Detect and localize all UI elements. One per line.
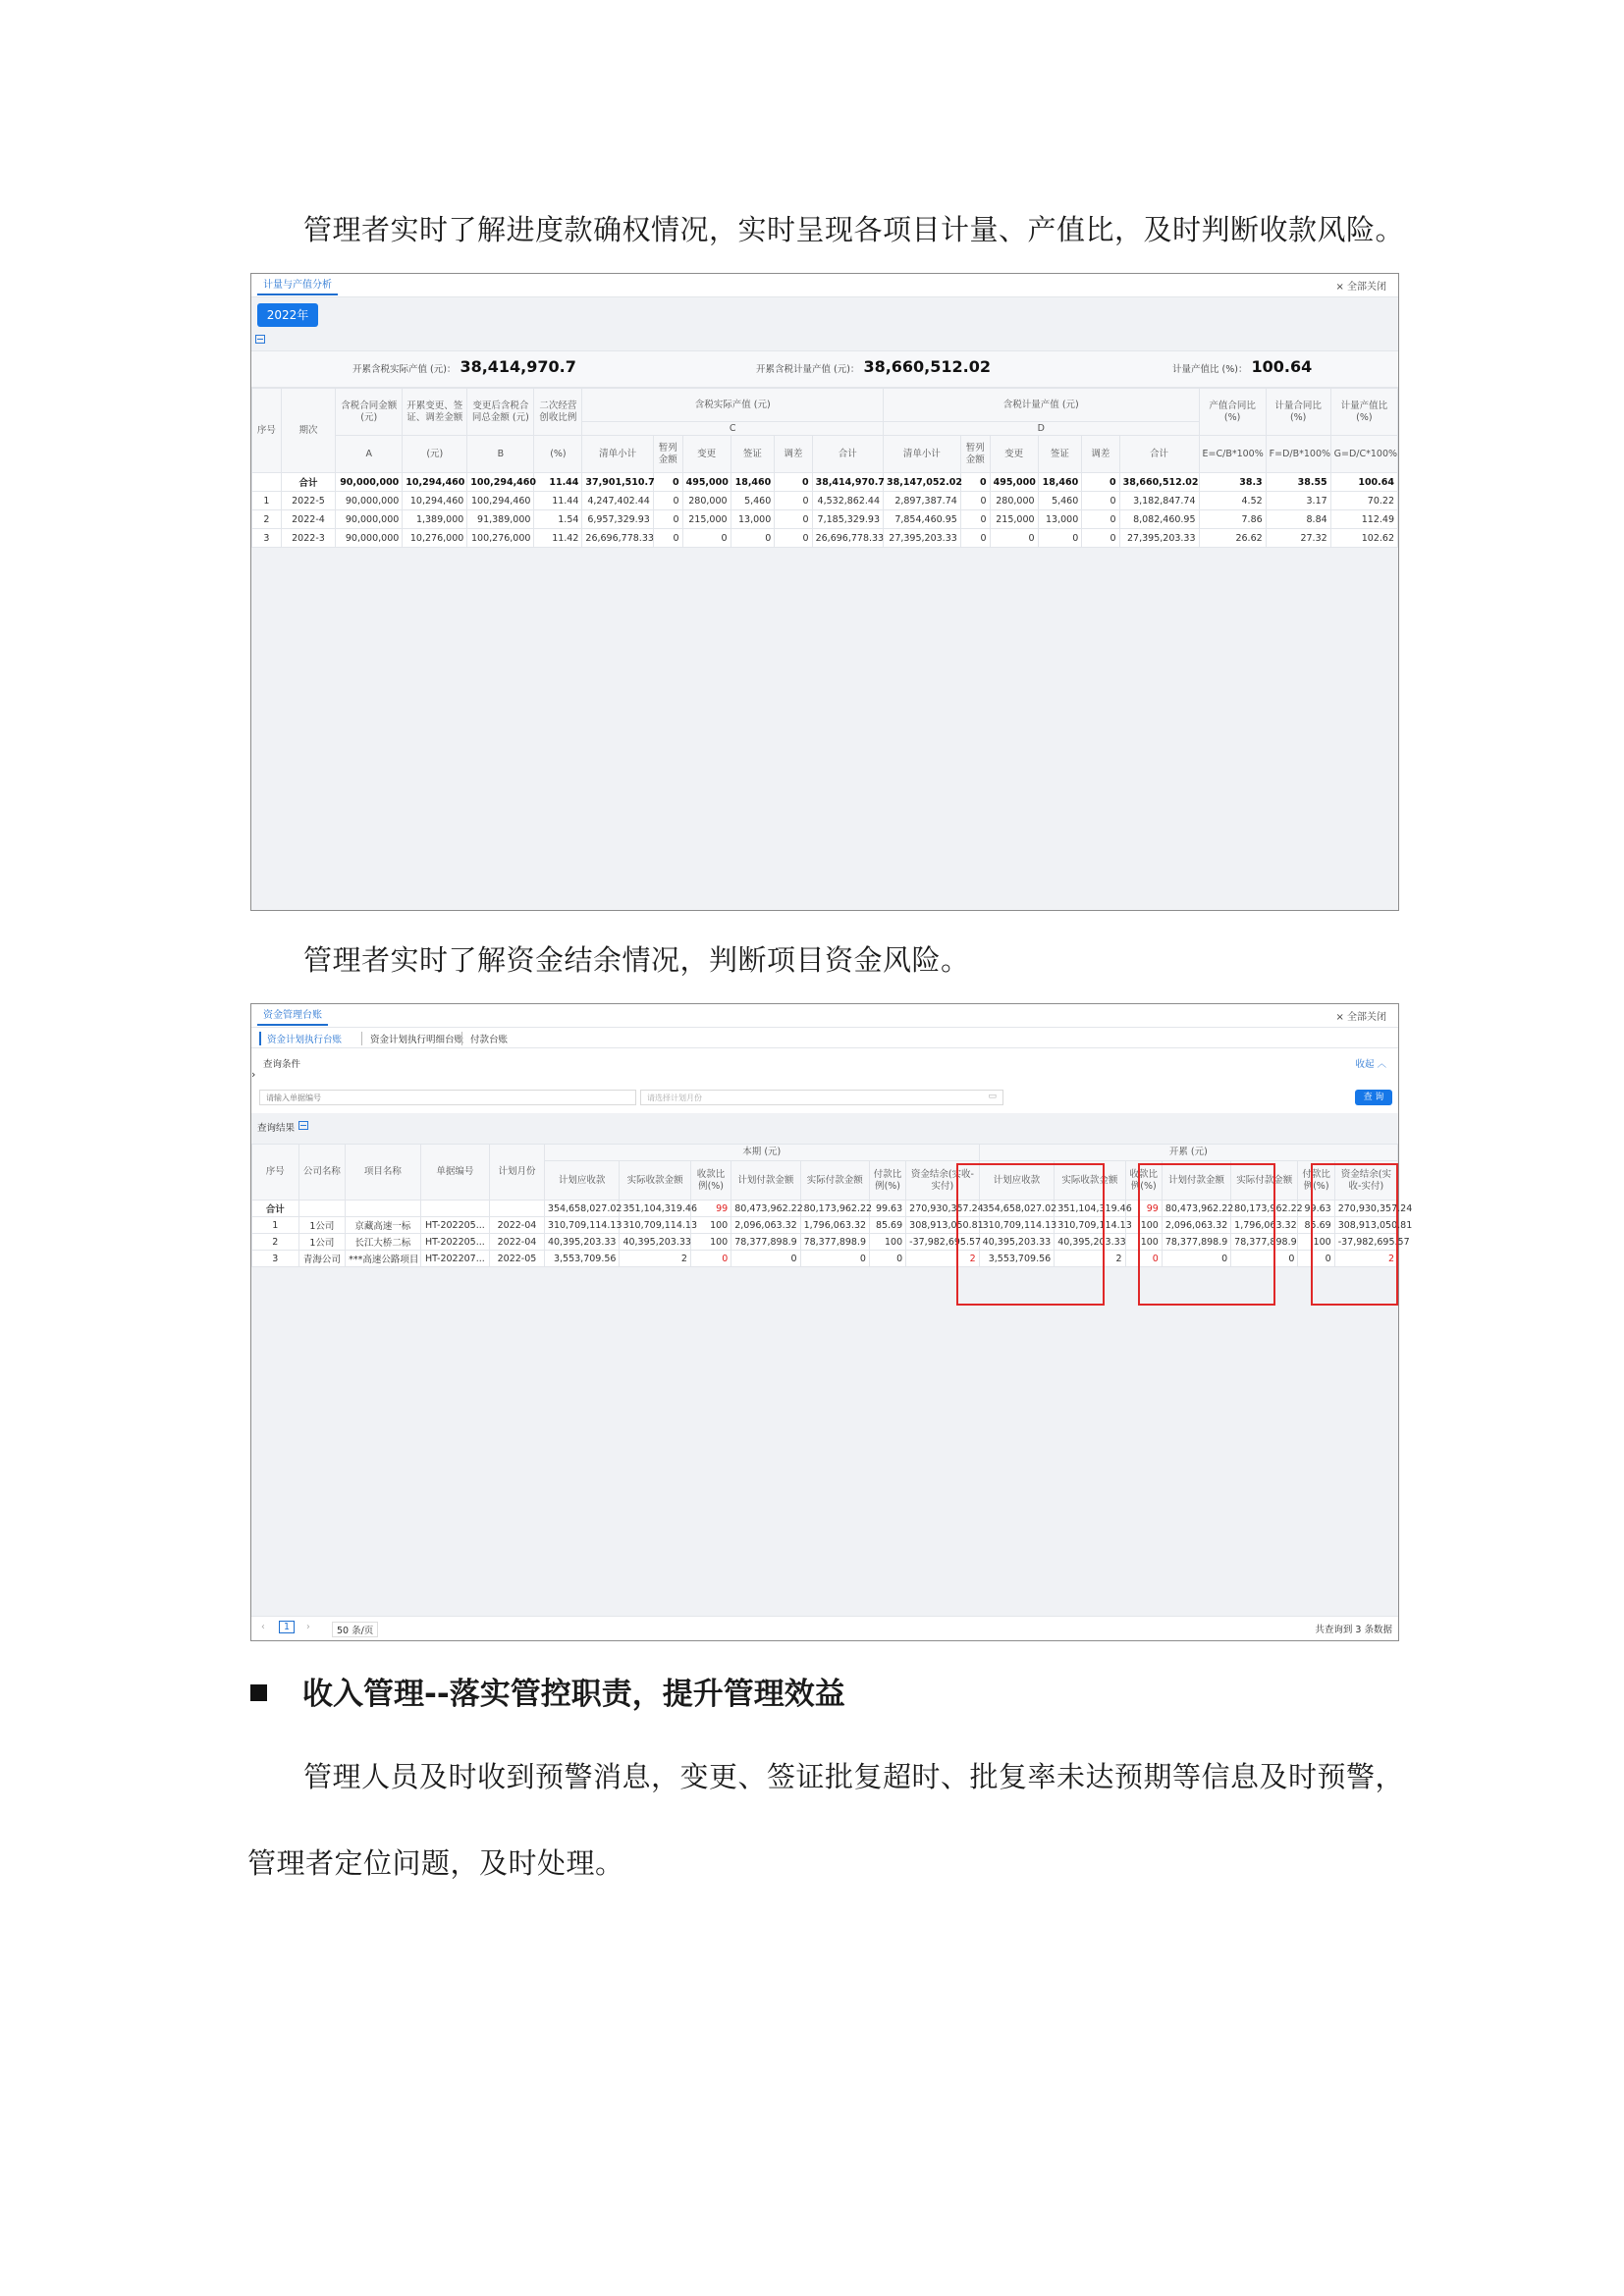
table-cell: 78,377,898.9 bbox=[1162, 1234, 1230, 1251]
table-cell: 310,709,114.13 bbox=[1055, 1217, 1125, 1234]
paragraph-3a: 管理人员及时收到预警消息，变更、签证批复超时、批复率未达预期等信息及时预警， bbox=[303, 1760, 1405, 1793]
table-cell: 0 bbox=[731, 1251, 800, 1267]
table-cell: 0 bbox=[1162, 1251, 1230, 1267]
table-cell: 310,709,114.13 bbox=[544, 1217, 620, 1234]
table-cell: 1.54 bbox=[534, 510, 582, 529]
table-cell: 99 bbox=[690, 1201, 731, 1217]
close-all-button[interactable]: × 全部关闭 bbox=[1335, 282, 1386, 293]
th-c-temp: 暂列金额 bbox=[653, 436, 682, 473]
table-cell: 310,709,114.13 bbox=[979, 1217, 1055, 1234]
th-c-total: 合计 bbox=[812, 436, 883, 473]
table-cell: 合计 bbox=[281, 473, 335, 492]
table-cell: 京藏高速一标 bbox=[346, 1217, 421, 1234]
th-total-contract: 变更后含税合同总金额 (元) bbox=[467, 389, 534, 436]
table-cell: 11.44 bbox=[534, 492, 582, 510]
th-e: 产值合同比 (%) bbox=[1199, 389, 1266, 436]
table-cell: 10,276,000 bbox=[403, 529, 467, 548]
table-cell: 2 bbox=[252, 510, 282, 529]
th2-cum-receive-ratio: 收款比例(%) bbox=[1125, 1161, 1162, 1201]
th2-cumulative: 开累 (元) bbox=[979, 1145, 1397, 1161]
table-cell: 80,173,962.22 bbox=[800, 1201, 869, 1217]
th-d-change: 变更 bbox=[990, 436, 1038, 473]
table-cell: 215,000 bbox=[990, 510, 1038, 529]
th-a-sub: A bbox=[336, 436, 403, 473]
table-row bbox=[252, 1217, 1398, 1234]
query-panel bbox=[251, 1048, 1398, 1113]
subtab-bar bbox=[251, 1028, 1398, 1048]
table-cell: 1 bbox=[252, 492, 282, 510]
table-cell: 100 bbox=[1125, 1234, 1162, 1251]
table-cell bbox=[346, 1201, 421, 1217]
th-measured-output: 含税计量产值 (元) bbox=[884, 389, 1200, 422]
table-cell: 2 bbox=[252, 1234, 299, 1251]
table-cell: 78,377,898.9 bbox=[800, 1234, 869, 1251]
table-cell: 2 bbox=[620, 1251, 690, 1267]
table-cell: 8.84 bbox=[1266, 510, 1330, 529]
table-cell: 0 bbox=[990, 529, 1038, 548]
table-cell: 38,660,512.02 bbox=[1119, 473, 1199, 492]
table-cell: 13,000 bbox=[731, 510, 775, 529]
th2-doc-no: 单据编号 bbox=[420, 1145, 489, 1201]
table-cell bbox=[490, 1201, 545, 1217]
th-c-letter: C bbox=[582, 422, 884, 436]
th2-cum-plan-pay: 计划付款金额 bbox=[1162, 1161, 1230, 1201]
table-cell: 90,000,000 bbox=[336, 529, 403, 548]
th2-company: 公司名称 bbox=[298, 1145, 346, 1201]
table-cell: 0 bbox=[1231, 1251, 1298, 1267]
th2-seq: 序号 bbox=[252, 1145, 299, 1201]
table-cell: 7,185,329.93 bbox=[812, 510, 883, 529]
table-cell: 3 bbox=[252, 1251, 299, 1267]
paragraph-1: 管理者实时了解进度款确权情况，实时呈现各项目计量、产值比，及时判断收款风险。 bbox=[303, 213, 1405, 246]
table-cell: 270,930,357.24 bbox=[906, 1201, 979, 1217]
table-cell: 0 bbox=[775, 510, 812, 529]
summary-measured-output: 开累含税计量产值 (元)： 38,660,512.02 bbox=[756, 357, 991, 376]
table-cell bbox=[298, 1201, 346, 1217]
table-cell: 0 bbox=[960, 473, 990, 492]
table-cell: 0 bbox=[775, 529, 812, 548]
table-cell: 270,930,357.24 bbox=[1334, 1201, 1397, 1217]
screenshot-measure-analysis bbox=[250, 273, 1399, 911]
table-cell: 38,414,970.7 bbox=[812, 473, 883, 492]
fund-table-body bbox=[252, 1201, 1413, 1267]
table-cell bbox=[252, 473, 282, 492]
table-row bbox=[252, 510, 1398, 529]
table-cell: 13,000 bbox=[1038, 510, 1082, 529]
subtab-payment[interactable]: 付款台账 bbox=[461, 1032, 508, 1045]
table-cell: 4,532,862.44 bbox=[812, 492, 883, 510]
table-cell: 2 bbox=[1055, 1251, 1125, 1267]
th2-cum-plan-receive: 计划应收款 bbox=[979, 1161, 1055, 1201]
bullet-square-icon bbox=[250, 1684, 267, 1701]
table-row bbox=[252, 529, 1398, 548]
table-cell: 0 bbox=[960, 510, 990, 529]
table-cell: 99.63 bbox=[869, 1201, 905, 1217]
table-cell: HT-202207... bbox=[420, 1251, 489, 1267]
table-cell: 27,395,203.33 bbox=[884, 529, 961, 548]
measure-table-body bbox=[252, 473, 1398, 548]
table-icon[interactable] bbox=[255, 335, 265, 344]
table-cell: 2022-04 bbox=[490, 1234, 545, 1251]
table-cell: 90,000,000 bbox=[336, 510, 403, 529]
table-cell: 合计 bbox=[252, 1201, 299, 1217]
table-cell: 38,147,052.02 bbox=[884, 473, 961, 492]
query-title: 查询条件 bbox=[263, 1059, 301, 1070]
year-button[interactable]: 2022年 bbox=[257, 303, 318, 327]
summary-actual-output: 开累含税实际产值 (元)： 38,414,970.7 bbox=[352, 357, 576, 376]
th-c-adjust: 调差 bbox=[775, 436, 812, 473]
th-d-list: 清单小计 bbox=[884, 436, 961, 473]
table-cell: 2022-5 bbox=[281, 492, 335, 510]
table-icon-2[interactable] bbox=[298, 1121, 308, 1130]
table-cell: 0 bbox=[1082, 510, 1119, 529]
table-cell: 2022-4 bbox=[281, 510, 335, 529]
table-cell: 27.32 bbox=[1266, 529, 1330, 548]
table-row-total bbox=[252, 1201, 1398, 1217]
collapse-button[interactable]: 收起 ︿ bbox=[1355, 1059, 1386, 1070]
pager-prev[interactable]: ‹ bbox=[261, 1622, 265, 1632]
table-cell: 90,000,000 bbox=[336, 492, 403, 510]
table-row-total bbox=[252, 473, 1398, 492]
th-second-ratio: 二次经营创收比例 bbox=[534, 389, 582, 436]
table-row bbox=[252, 492, 1398, 510]
subtab-plan-detail[interactable]: 资金计划执行明细台账 bbox=[361, 1032, 463, 1045]
table-cell: 495,000 bbox=[682, 473, 731, 492]
table-cell: 0 bbox=[775, 473, 812, 492]
table-cell: 3 bbox=[252, 529, 282, 548]
th2-cum-pay-ratio: 付款比例(%) bbox=[1298, 1161, 1334, 1201]
tab-measure-analysis[interactable]: 计量与产值分析 bbox=[257, 277, 338, 295]
table-cell: 26,696,778.33 bbox=[582, 529, 653, 548]
plan-month-placeholder: 请选择计划月份 bbox=[647, 1094, 702, 1102]
summary-ratio: 计量产值比 (%)： 100.64 bbox=[1172, 357, 1313, 376]
table-cell: 10,294,460 bbox=[403, 492, 467, 510]
table-cell: 2 bbox=[1334, 1251, 1397, 1267]
table-cell: 5,460 bbox=[1038, 492, 1082, 510]
th-b1-sub: (元) bbox=[403, 436, 467, 473]
table-cell: 2022-04 bbox=[490, 1217, 545, 1234]
table-cell: 100 bbox=[690, 1234, 731, 1251]
table-cell: 100,276,000 bbox=[467, 529, 534, 548]
table-cell: ***高速公路项目 bbox=[346, 1251, 421, 1267]
table-cell: 3,553,709.56 bbox=[544, 1251, 620, 1267]
pager-bar bbox=[251, 1616, 1398, 1640]
table-cell: 0 bbox=[731, 529, 775, 548]
table-cell: 0 bbox=[1082, 529, 1119, 548]
table-cell: 青海公司 bbox=[298, 1251, 346, 1267]
table-cell: 2,096,063.32 bbox=[731, 1217, 800, 1234]
table-cell: 2,096,063.32 bbox=[1162, 1217, 1230, 1234]
th2-cum-actual-receive: 实际收款金额 bbox=[1055, 1161, 1125, 1201]
th-e-sub: E=C/B*100% bbox=[1199, 436, 1266, 473]
table-cell: 2 bbox=[906, 1251, 979, 1267]
th2-plan-pay: 计划付款金额 bbox=[731, 1161, 800, 1201]
table-cell: 7.86 bbox=[1199, 510, 1266, 529]
table-cell: 长江大桥二标 bbox=[346, 1234, 421, 1251]
th-period: 期次 bbox=[281, 389, 335, 473]
tab-bar-2 bbox=[251, 1004, 1398, 1028]
th-contract-amount: 含税合同金额 (元) bbox=[336, 389, 403, 436]
table-cell: 100,294,460 bbox=[467, 473, 534, 492]
table-cell: 80,473,962.22 bbox=[731, 1201, 800, 1217]
table-cell: 100.64 bbox=[1330, 473, 1397, 492]
table-cell: 1,389,000 bbox=[403, 510, 467, 529]
table-cell: 85.69 bbox=[1298, 1217, 1334, 1234]
table-cell: 38.3 bbox=[1199, 473, 1266, 492]
th-c-change: 变更 bbox=[682, 436, 731, 473]
table-cell: 310,709,114.13 bbox=[620, 1217, 690, 1234]
table-cell: 0 bbox=[1082, 473, 1119, 492]
table-cell: 0 bbox=[960, 529, 990, 548]
table-cell: 91,389,000 bbox=[467, 510, 534, 529]
section-heading-text: 收入管理--落实管控职责，提升管理效益 bbox=[302, 1677, 845, 1712]
table-cell: HT-202205... bbox=[420, 1234, 489, 1251]
doc-number-input[interactable] bbox=[259, 1090, 636, 1105]
table-cell: 0 bbox=[1298, 1251, 1334, 1267]
table-cell: 0 bbox=[653, 492, 682, 510]
th-c-visa: 签证 bbox=[731, 436, 775, 473]
table-cell: 0 bbox=[800, 1251, 869, 1267]
table-cell: 102.62 bbox=[1330, 529, 1397, 548]
table-cell: 0 bbox=[682, 529, 731, 548]
table-row bbox=[252, 1251, 1398, 1267]
th-seq: 序号 bbox=[252, 389, 282, 473]
th2-pay-ratio: 付款比例(%) bbox=[869, 1161, 905, 1201]
pager-size[interactable]: 50 条/页 bbox=[332, 1622, 378, 1637]
plan-month-select[interactable] bbox=[640, 1090, 1003, 1105]
table-cell: -37,982,695.57 bbox=[906, 1234, 979, 1251]
table-cell: 354,658,027.02 bbox=[544, 1201, 620, 1217]
th-f: 计量合同比 (%) bbox=[1266, 389, 1330, 436]
table-cell: 3,553,709.56 bbox=[979, 1251, 1055, 1267]
query-button[interactable]: 查 询 bbox=[1355, 1090, 1392, 1105]
table-cell: 85.69 bbox=[869, 1217, 905, 1234]
table-cell: 2,897,387.74 bbox=[884, 492, 961, 510]
table-cell: 0 bbox=[869, 1251, 905, 1267]
table-cell: 6,957,329.93 bbox=[582, 510, 653, 529]
table-cell: 100 bbox=[690, 1217, 731, 1234]
table-cell: 1公司 bbox=[298, 1217, 346, 1234]
table-cell: 354,658,027.02 bbox=[979, 1201, 1055, 1217]
table-cell: 0 bbox=[653, 510, 682, 529]
table-cell: 112.49 bbox=[1330, 510, 1397, 529]
table-cell: 308,913,050.81 bbox=[906, 1217, 979, 1234]
paragraph-2: 管理者实时了解资金结余情况，判断项目资金风险。 bbox=[303, 943, 970, 977]
table-cell: 1,796,063.32 bbox=[1231, 1217, 1298, 1234]
th-d-adjust: 调差 bbox=[1082, 436, 1119, 473]
table-cell: 8,082,460.95 bbox=[1119, 510, 1199, 529]
th-g: 计量产值比 (%) bbox=[1330, 389, 1397, 436]
th-ratio2-sub: (%) bbox=[534, 436, 582, 473]
table-cell: 80,173,962.22 bbox=[1231, 1201, 1298, 1217]
table-cell: 3,182,847.74 bbox=[1119, 492, 1199, 510]
th2-actual-receive: 实际收款金额 bbox=[620, 1161, 690, 1201]
table-cell: 1 bbox=[252, 1217, 299, 1234]
table-cell: 100 bbox=[1298, 1234, 1334, 1251]
table-cell: 70.22 bbox=[1330, 492, 1397, 510]
table-cell: 99.63 bbox=[1298, 1201, 1334, 1217]
table-cell: 90,000,000 bbox=[336, 473, 403, 492]
th2-plan-receive: 计划应收款 bbox=[544, 1161, 620, 1201]
subtab-plan-exec[interactable]: 资金计划执行台账 bbox=[259, 1032, 342, 1045]
th-c-list: 清单小计 bbox=[582, 436, 653, 473]
table-cell: 38.55 bbox=[1266, 473, 1330, 492]
table-cell: 0 bbox=[1082, 492, 1119, 510]
tab-fund-ledger[interactable]: 资金管理台账 bbox=[257, 1007, 328, 1026]
table-cell: 100,294,460 bbox=[467, 492, 534, 510]
table-cell: 26,696,778.33 bbox=[812, 529, 883, 548]
calendar-icon: ▭ bbox=[988, 1092, 997, 1101]
table-cell: 78,377,898.9 bbox=[1231, 1234, 1298, 1251]
table-cell: 215,000 bbox=[682, 510, 731, 529]
table-cell: 0 bbox=[960, 492, 990, 510]
close-all-button-2[interactable]: × 全部关闭 bbox=[1335, 1012, 1386, 1023]
table-cell: 2022-05 bbox=[490, 1251, 545, 1267]
table-cell: 7,854,460.95 bbox=[884, 510, 961, 529]
th-f-sub: F=D/B*100% bbox=[1266, 436, 1330, 473]
pager-next[interactable]: › bbox=[306, 1622, 310, 1632]
table-cell: -37,982,695.57 bbox=[1334, 1234, 1397, 1251]
table-cell: 40,395,203.33 bbox=[979, 1234, 1055, 1251]
th2-project: 项目名称 bbox=[346, 1145, 421, 1201]
th2-cum-actual-pay: 实际付款金额 bbox=[1231, 1161, 1298, 1201]
result-title: 查询结果 bbox=[257, 1123, 296, 1134]
table-cell: 11.42 bbox=[534, 529, 582, 548]
table-cell: 37,901,510.7 bbox=[582, 473, 653, 492]
summary-bar bbox=[251, 350, 1398, 388]
table-cell: 351,104,319.46 bbox=[1055, 1201, 1125, 1217]
table-cell: 280,000 bbox=[990, 492, 1038, 510]
table-cell: 27,395,203.33 bbox=[1119, 529, 1199, 548]
pager-total: 共查询到 3 条数据 bbox=[1315, 1625, 1392, 1635]
table-cell: 4,247,402.44 bbox=[582, 492, 653, 510]
th-g-sub: G=D/C*100% bbox=[1330, 436, 1397, 473]
table-cell: HT-202205... bbox=[420, 1217, 489, 1234]
table-cell: 18,460 bbox=[731, 473, 775, 492]
table-cell bbox=[420, 1201, 489, 1217]
table-cell: 2022-3 bbox=[281, 529, 335, 548]
table-cell: 3.17 bbox=[1266, 492, 1330, 510]
table-cell: 40,395,203.33 bbox=[544, 1234, 620, 1251]
paragraph-3b: 管理者定位问题，及时处理。 bbox=[247, 1846, 624, 1880]
table-cell: 0 bbox=[775, 492, 812, 510]
screenshot-fund-ledger bbox=[250, 1003, 1413, 1641]
table-cell: 5,460 bbox=[731, 492, 775, 510]
table-cell: 0 bbox=[653, 473, 682, 492]
th-actual-output: 含税实际产值 (元) bbox=[582, 389, 884, 422]
th-change-amount: 开累变更、签证、调差金额 bbox=[403, 389, 467, 436]
table-cell: 0 bbox=[1038, 529, 1082, 548]
table-cell: 308,913,050.81 bbox=[1334, 1217, 1397, 1234]
table-cell: 495,000 bbox=[990, 473, 1038, 492]
table-cell: 26.62 bbox=[1199, 529, 1266, 548]
th2-plan-month: 计划月份 bbox=[490, 1145, 545, 1201]
table-cell: 40,395,203.33 bbox=[620, 1234, 690, 1251]
table-cell: 1,796,063.32 bbox=[800, 1217, 869, 1234]
table-cell: 0 bbox=[653, 529, 682, 548]
measure-table bbox=[251, 388, 1398, 548]
pager-current[interactable]: 1 bbox=[279, 1621, 295, 1633]
table-cell: 100 bbox=[1125, 1217, 1162, 1234]
table-cell: 10,294,460 bbox=[403, 473, 467, 492]
table-cell: 40,395,203.33 bbox=[1055, 1234, 1125, 1251]
table-cell: 100 bbox=[869, 1234, 905, 1251]
expand-arrow-icon[interactable]: › bbox=[251, 1068, 256, 1081]
table-cell: 11.44 bbox=[534, 473, 582, 492]
table-cell: 4.52 bbox=[1199, 492, 1266, 510]
table-cell: 351,104,319.46 bbox=[620, 1201, 690, 1217]
th-b-sub: B bbox=[467, 436, 534, 473]
table-cell: 80,473,962.22 bbox=[1162, 1201, 1230, 1217]
th-d-total: 合计 bbox=[1119, 436, 1199, 473]
table-cell: 78,377,898.9 bbox=[731, 1234, 800, 1251]
th-d-letter: D bbox=[884, 422, 1200, 436]
table-cell: 99 bbox=[1125, 1201, 1162, 1217]
table-row bbox=[252, 1234, 1398, 1251]
th2-cum-balance: 资金结余(实收-实付) bbox=[1334, 1161, 1397, 1201]
table-cell: 18,460 bbox=[1038, 473, 1082, 492]
th-d-visa: 签证 bbox=[1038, 436, 1082, 473]
th-d-temp: 暂列金额 bbox=[960, 436, 990, 473]
table-cell: 280,000 bbox=[682, 492, 731, 510]
table-cell: 0 bbox=[690, 1251, 731, 1267]
table-cell: 1公司 bbox=[298, 1234, 346, 1251]
table-cell: 0 bbox=[1125, 1251, 1162, 1267]
th2-this-period: 本期 (元) bbox=[544, 1145, 979, 1161]
th2-receive-ratio: 收款比例(%) bbox=[690, 1161, 731, 1201]
th2-actual-pay: 实际付款金额 bbox=[800, 1161, 869, 1201]
tab-bar bbox=[251, 274, 1398, 297]
fund-table bbox=[251, 1144, 1413, 1267]
th2-balance: 资金结余(实收-实付) bbox=[906, 1161, 979, 1201]
section-heading bbox=[250, 1669, 845, 1713]
